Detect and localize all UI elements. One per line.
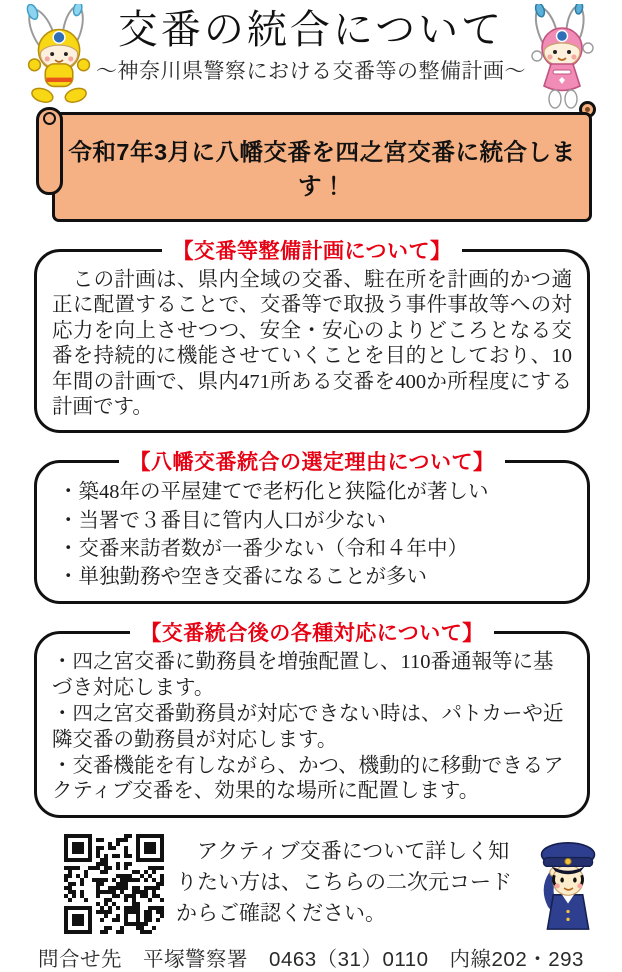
section-senteiriyu — [34, 446, 590, 604]
section-body: この計画は、県内全域の交番、駐在所を計画的かつ適正に配置することで、交番等で取扱う事件事故等への対応力を向上させつつ、安全・安心のよりどころとなる交番を持続的に機能させていくことを目的としており、10年間の計画で、県内471所ある交番を400か所程度にする計画です。 — [52, 269, 572, 419]
section-heading: 【八幡交番統合の選定理由について】 — [129, 451, 495, 475]
page-subtitle: ～神奈川県警察における交番等の整備計画～ — [96, 59, 526, 83]
announcement-banner — [36, 112, 592, 222]
section-tougougo-taiou — [34, 617, 590, 817]
section-heading: 【交番統合後の各種対応について】 — [140, 622, 484, 646]
bullet-item: ・交番機能を有しながら、かつ、機動的に移動できるアクティブ交番を、効果的な場所に配置します。 — [52, 755, 564, 803]
qr-info-row — [64, 834, 616, 936]
bullet-item: ・四之宮交番勤務員が対応できない時は、パトカーや近隣交番の勤務員が対応します。 — [52, 703, 564, 751]
qr-instruction-text: アクティブ交番について詳しく知りたい方は、こちらの二次元コードからご確認ください。 — [176, 838, 512, 926]
bullet-item: ・四之宮交番に勤務員を増強配置し、110番通報等に基づき対応します。 — [52, 651, 554, 699]
section-heading: 【交番等整備計画について】 — [172, 240, 452, 263]
police-officer-mascot-icon — [522, 834, 616, 936]
header — [0, 0, 622, 100]
section-seibikeikaku — [34, 235, 590, 433]
announcement-text: 令和7年3月に八幡交番を四之宮交番に統合します！ — [52, 112, 592, 222]
qr-code — [64, 834, 164, 934]
bullet-item: ・単独勤務や空き交番になることが多い — [58, 566, 427, 589]
bullet-item: ・築48年の平屋建てで老朽化と狭隘化が著しい — [58, 481, 489, 504]
bullet-item: ・当署で３番目に管内人口が少ない — [58, 509, 386, 532]
page-title: 交番の統合について — [117, 7, 505, 52]
scroll-roll-icon — [36, 107, 63, 195]
yellow-police-mascot-icon — [8, 4, 114, 110]
pink-police-mascot-icon — [508, 4, 622, 116]
bullet-item: ・交番来訪者数が一番少ない（令和４年中） — [58, 537, 468, 560]
contact-line: 問合せ先 平塚警察署 0463（31）0110 内線202・293 — [38, 947, 584, 971]
